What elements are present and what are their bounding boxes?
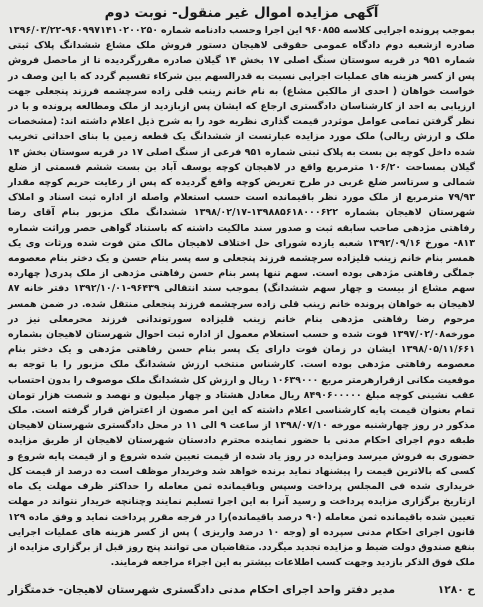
notice-body: بموجب پرونده اجرایی کلاسه ۹۶۰۸۵۵ این اجرا وحسب دادنامه شماره ۹۶۰۹۹۷۱۴۱۰۲۰۰۲۵۰-۱۳۹۶/۰۳/۲۲ صادره ازشعبه دوم دادگاه عمومی حقوقی لاهیجان دستور فروش ملک مشاع ششدانگ پلاک ثبتی شماره ۹۵۱ در قریه سوستان سنگ اصلی ۱۷ بخش ۱۴ گیلان صادره مقررگردیده تا از ماحصل فروش پس از کسر هزینه های عملیات اجرایی نسبت به قدرالسهم بین شرکاء تقسیم گردد که با این وصف در خواست خواهان ( احدی از مالکین مشاع) به نام خانم زینب قلی زاده سرچشمه فرزند پنجعلی جهت ارزیابی به احد از کارشناسان دادگستری ارجاع که ایشان پس ازبازدید از ملک ومطالعه پرونده و با در نظر گرفتن تمامی عوامل موثردر قیمت گذاری نظریه خود را به شرح ذیل اعلام داشته اند: (مشخصات ملک و ارزش ریالی) ملک مورد مزایده عبارتست از ششدانگ یک قطعه زمین با بنای احداثی تخریب شده داخل کوچه بن بست به پلاک ثبتی شماره ۹۵۱ فرعی از سنگ اصلی ۱۷ در قریه سوستان بخش ۱۴ گیلان بمساحت ۱۰۶/۲۰ مترمربع واقع در لاهیجان کوچه یوسف آباد بن بست ششم قسمتی از ضلع شمالی و سرتاسر ضلع غربی در طرح تعریض کوچه واقع گردیده که پس از رعایت حریم کوچه مقدار ۷۹/۹۳ مترمربع از ملک مورد نظر باقیمانده است حسب استعلام واصله از اداره ثبت اسناد و املاک شهرستان لاهیجان بشماره ۱۳۹۸۸۵۶۱۸۰۰۰۶۲۲-۱۳۹۸/۰۲/۱۷ ششدانگ ملک مزبور بنام آقای رضا رفاهتی مژدهی صاحب سابقه ثبت و صدور سند مالکیت داشته که باستناد گواهی حصر وراثت شماره ۸۱۳- مورخ ۱۳۹۲/۰۹/۱۶ شعبه یازده شورای حل اختلاف لاهیجان مالک متن فوت شده ورثات وی یک همسر بنام خانم زینب قلیزاده سرچشمه فرزند پنجعلی و سه پسر بنام حسن و یک دختر بنام معصومه جملگی رفاهتی مژدهی بوده است. سهم تنها پسر بنام حسن رفاهتی مژدهی از ملک پدری( چهارده سهم مشاع از بیست و چهار سهم ششدانگ) بموجب سند انتقالی ۹۶۴۳۹-۱۳۹۲/۱۰/۰۱ دفتر خانه ۸۷ لاهیجان به خواهان پرونده خانم زینب قلی زاده سرچشمه فرزند پنجعلی منتقل شده. در ضمن همسر مرحوم رضا رفاهتی مژدهی بنام خانم زینب قلیزاده سورتوندانی فرزند محرمعلی نیز در مورخه۱۳۹۷/۰۲/۰۸ فوت شده و حسب استعلام معمول از اداره ثبت احوال شهرستان لاهیجان بشماره ۱۳۹۸/۰۵/۱۱/۶۶۱ ایشان در زمان فوت دارای یک پسر بنام حسن رفاهتی مژدهی و یک دختر بنام معصومه رفاهتی مژدهی بوده است. کارشناس منتخب ارزش ششدانگ ملک مزبور را با توجه به موقعیت مکانی ازقرارهرمتر مربع ۱۰۶۳۹۰۰۰ ریال و ارزش کل ششدانگ ملک موصوف را بدون احتساب عقب نشینی کوچه مبلغ ۸۴۹۰۶۰۰۰۰۰ ریال معادل هشتاد و چهار میلیون و نهصد و شصت هزار تومان تمام بعنوان قیمت پایه کارشناسی اعلام داشته که این امر مصون از اعتراض قرار گرفته است. ملک مذکور در روز چهارشنبه مورخه ۱۳۹۸/۰۷/۱۰ از ساعت ۹ الی ۱۱ در محل دادگستری شهرستان لاهیجان طبقه دوم اجرای احکام مدنی با حضور نماینده محترم دادستان شهرستان لاهیجان از طریق مزایده حضوری به فروش میرسد ومزایده در روز یاد شده از قیمت تعیین شده شروع و از قیمت پایه شروع و کسی که بالاترین قیمت را پیشنهاد نماید برنده خواهد شد وخریدار موظف است ده درصد از قیمت کل خریداری شده فی المجلس پرداخت وسپس وباقیمانده ثمن معامله را حداکثر ظرف مهلت یک ماه ازتاریخ برگزاری مزایده پرداخت و رسید آنرا به این اجرا تسلیم نمایند وچنانچه خریدار نتواند در مهلت تعیین شده باقیمانده ثمن معامله (۹۰ درصد باقیمانده)را در فرجه مقرر پرداخت نماید و وفق ماده ۱۲۹ قانون اجرای احکام مدنی سپرده او (وجه ۱۰ درصد واریزی ) پس از کسر هزینه های عملیات اجرایی بنفع صندوق دولت ضبط و مزایده تجدید میگردد. متقاضیان می توانند پنج روز قبل از برگزاری مزایده از ملک فوق الذکر بازدید وجهت کسب اطلاعات بیشتر به این اجراء مراجعه فرمایند.	[8, 25, 476, 569]
signature-office: مدیر دفتر واحد اجرای احکام مدنی دادگستری شهرستان لاهیجان- خدمتگزار	[8, 584, 395, 596]
signature-row	[8, 577, 475, 603]
notice-code: ح ۱۲۸۰	[437, 584, 475, 596]
notice-title: آگهی مزایده اموال غیر منقول- نوبت دوم	[104, 5, 379, 21]
